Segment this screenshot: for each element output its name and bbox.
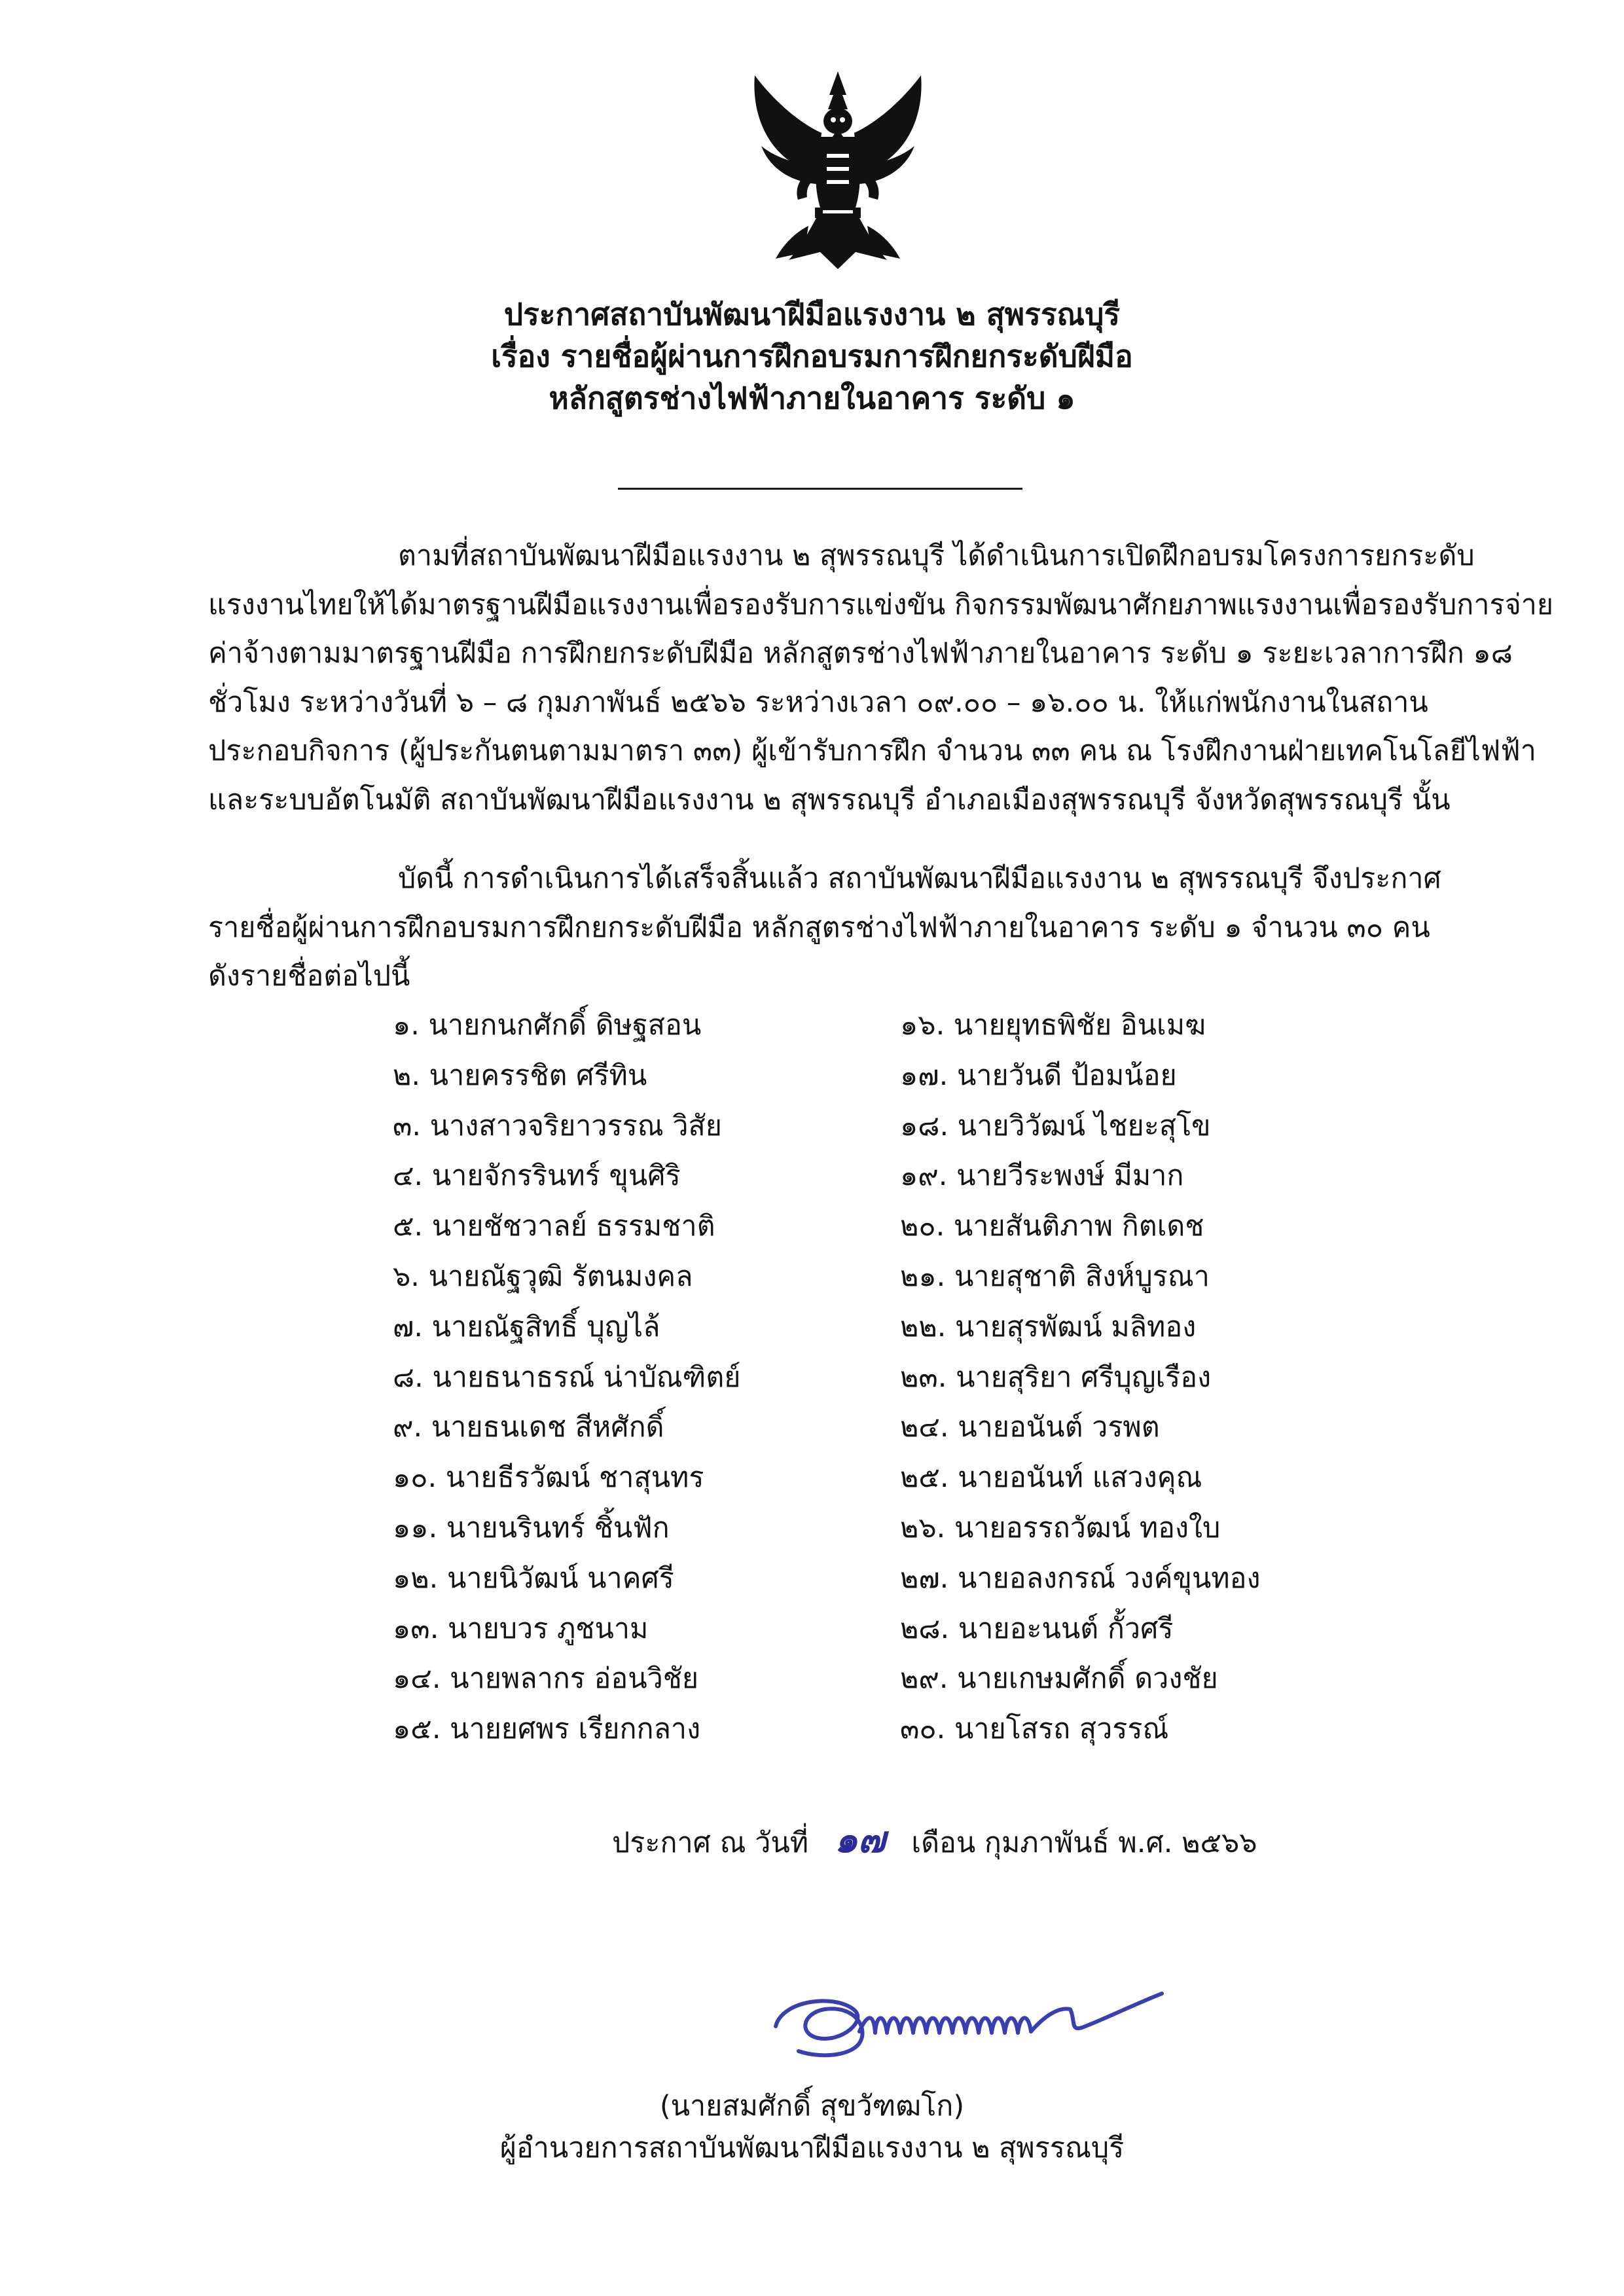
signer-name: (นายสมศักดิ์ สุขวัฑฒโก) bbox=[659, 2090, 965, 2123]
paragraph-line: บัดนี้ การดำเนินการได้เสร็จสิ้นแล้ว สถาบันพัฒนาฝีมือแรงงาน ๒ สุพรรณบุรี จึงประกาศ bbox=[398, 862, 1441, 895]
heading-line-3: หลักสูตรช่างไฟฟ้าภายในอาคาร ระดับ ๑ bbox=[549, 380, 1075, 416]
paragraph-line: ชั่วโมง ระหว่างวันที่ ๖ – ๘ กุมภาพันธ์ ๒๕๖๖ ระหว่างเวลา ๐๙.๐๐ – ๑๖.๐๐ น. ให้แก่พนักงานในสถาน bbox=[208, 685, 1428, 719]
trainee-name: ๑. นายกนกศักดิ์ ดิษฐสอน bbox=[393, 1009, 702, 1042]
heading-divider bbox=[618, 488, 1022, 490]
trainee-name: ๒๗. นายอลงกรณ์ วงค์ขุนทอง bbox=[900, 1561, 1261, 1595]
paragraph-line: รายชื่อผู้ผ่านการฝึกอบรมการฝึกยกระดับฝีมือ หลักสูตรช่างไฟฟ้าภายในอาคาร ระดับ ๑ จำนวน ๓๐ คน bbox=[208, 911, 1430, 944]
trainee-name: ๓๐. นายโสรถ สุวรรณ์ bbox=[900, 1713, 1169, 1746]
trainee-name: ๑๕. นายยศพร เรียกกลาง bbox=[393, 1713, 701, 1746]
trainee-name: ๖. นายณัฐวุฒิ รัตนมงคล bbox=[393, 1260, 693, 1293]
heading-line-1: ประกาศสถาบันพัฒนาฝีมือแรงงาน ๒ สุพรรณบุรี bbox=[503, 297, 1121, 332]
trainee-name: ๒๖. นายอรรถวัฒน์ ทองใบ bbox=[900, 1511, 1221, 1544]
trainee-name: ๒. นายครรชิต ศรีทิน bbox=[393, 1059, 647, 1092]
date-suffix: เดือน กุมภาพันธ์ พ.ศ. ๒๕๖๖ bbox=[911, 1827, 1257, 1859]
trainee-list-right bbox=[900, 1000, 1260, 1755]
signer-block bbox=[0, 2085, 1624, 2169]
trainee-name: ๑๙. นายวีระพงษ์ มีมาก bbox=[900, 1159, 1184, 1193]
date-prefix: ประกาศ ณ วันที่ bbox=[612, 1827, 809, 1859]
trainee-name: ๕. นายชัชวาลย์ ธรรมชาติ bbox=[393, 1210, 715, 1243]
trainee-name: ๒๐. นายสันติภาพ กิตเดช bbox=[900, 1210, 1204, 1243]
body-paragraph-2 bbox=[208, 854, 1468, 1001]
trainee-name: ๑๒. นายนิวัฒน์ นาคศรี bbox=[393, 1561, 674, 1595]
trainee-name: ๑๐. นายธีรวัฒน์ ชาสุนทร bbox=[393, 1461, 704, 1495]
paragraph-line: ดังรายชื่อต่อไปนี้ bbox=[208, 960, 410, 993]
trainee-list-left bbox=[393, 1000, 740, 1755]
trainee-name: ๑๖. นายยุทธพิชัย อินเมฆ bbox=[900, 1009, 1206, 1042]
body-paragraph-1 bbox=[208, 532, 1554, 824]
trainee-name: ๒๕. นายอนันท์ แสวงคุณ bbox=[900, 1461, 1202, 1495]
trainee-name: ๙. นายธนเดช สีหศักดิ์ bbox=[393, 1411, 664, 1444]
announcement-date bbox=[612, 1820, 1257, 1863]
paragraph-line: ประกอบกิจการ (ผู้ประกันตนตามมาตรา ๓๓) ผู้เข้ารับการฝึก จำนวน ๓๓ คน ณ โรงฝึกงานฝ่ายเทคโนโลยีไฟฟ้า bbox=[208, 735, 1536, 767]
trainee-name: ๒๒. นายสุรพัฒน์ มลิทอง bbox=[900, 1310, 1197, 1343]
garuda-emblem-icon bbox=[743, 69, 933, 272]
date-day-handwritten: ๑๗ bbox=[834, 1818, 886, 1861]
trainee-name: ๑๔. นายพลากร อ่อนวิชัย bbox=[393, 1662, 699, 1696]
heading-line-2: เรื่อง รายชื่อผู้ผ่านการฝึกอบรมการฝึกยกระดับฝีมือ bbox=[491, 338, 1133, 374]
paragraph-line: ตามที่สถาบันพัฒนาฝีมือแรงงาน ๒ สุพรรณบุรี ได้ดำเนินการเปิดฝึกอบรมโครงการยกระดับ bbox=[398, 539, 1475, 572]
trainee-name: ๓. นางสาวจริยาวรรณ วิสัย bbox=[393, 1109, 722, 1142]
trainee-name: ๒๙. นายเกษมศักดิ์ ดวงชัย bbox=[900, 1662, 1218, 1696]
trainee-name: ๒๔. นายอนันต์ วรพต bbox=[900, 1411, 1160, 1444]
trainee-name: ๑๘. นายวิวัฒน์ ไชยะสุโข bbox=[900, 1109, 1211, 1142]
trainee-name: ๒๑. นายสุชาติ สิงห์บูรณา bbox=[900, 1260, 1210, 1293]
trainee-name: ๑๓. นายบวร ภูชนาม bbox=[393, 1612, 649, 1645]
trainee-name: ๒๓. นายสุริยา ศรีบุญเรือง bbox=[900, 1360, 1212, 1394]
announcement-heading bbox=[0, 293, 1624, 419]
paragraph-line: และระบบอัตโนมัติ สถาบันพัฒนาฝีมือแรงงาน ๒ สุพรรณบุรี อำเภอเมืองสุพรรณบุรี จังหวัดสุพรรณบุรี นั้น bbox=[208, 783, 1451, 816]
trainee-name: ๒๘. นายอะนนต์ กั้วศรี bbox=[900, 1612, 1174, 1645]
trainee-name: ๘. นายธนาธรณ์ น่าบัณฑิตย์ bbox=[393, 1360, 741, 1394]
trainee-name: ๑๗. นายวันดี ป้อมน้อย bbox=[900, 1059, 1177, 1092]
paragraph-line: แรงงานไทยให้ได้มาตรฐานฝีมือแรงงานเพื่อรองรับการแข่งขัน กิจกรรมพัฒนาศักยภาพแรงงานเพื่อรองรับการจ่าย bbox=[208, 588, 1554, 621]
trainee-name: ๑๑. นายนรินทร์ ชิ้นฟัก bbox=[393, 1511, 670, 1544]
trainee-name: ๗. นายณัฐสิทธิ์ บุญไล้ bbox=[393, 1310, 660, 1343]
signature-icon bbox=[763, 1980, 1168, 2079]
signer-position: ผู้อำนวยการสถาบันพัฒนาฝีมือแรงงาน ๒ สุพรรณบุรี bbox=[499, 2132, 1125, 2164]
paragraph-line: ค่าจ้างตามมาตรฐานฝีมือ การฝึกยกระดับฝีมือ หลักสูตรช่างไฟฟ้าภายในอาคาร ระดับ ๑ ระยะเวลาการฝึก ๑๘ bbox=[208, 637, 1513, 670]
trainee-name: ๔. นายจักรรินทร์ ขุนศิริ bbox=[393, 1159, 681, 1193]
